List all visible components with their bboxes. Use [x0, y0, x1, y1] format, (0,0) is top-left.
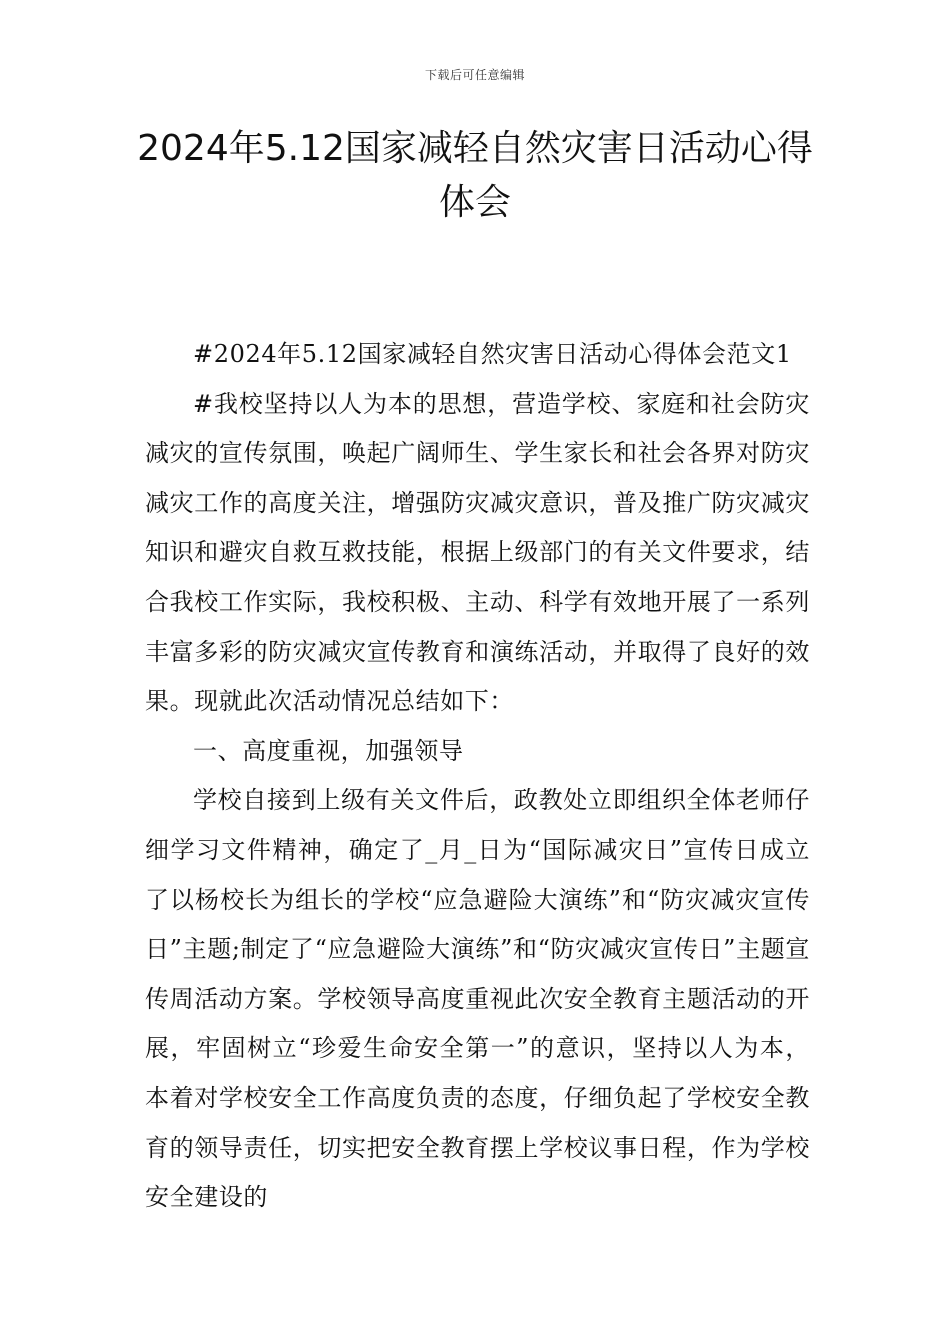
paragraph-subheading: 一、高度重视，加强领导	[193, 736, 464, 765]
document-body	[145, 330, 810, 1223]
document-title: 2024年5.12国家减轻自然灾害日活动心得体会	[137, 128, 813, 223]
paragraph-intro: #我校坚持以人为本的思想，营造学校、家庭和社会防灾减灾的宣传氛围，唤起广阔师生、学生家长和社会各界对防灾减灾工作的高度关注，增强防灾减灾意识，普及推广防灾减灾知识和避灾自救互救技能，根据上级部门的有关文件要求，结合我校工作实际，我校积极、主动、科学有效地开展了一系列丰富多彩的防灾减灾宣传教育和演练活动，并取得了良好的效果。现就此次活动情况总结如下：	[145, 389, 810, 716]
header-note: 下载后可任意编辑	[424, 68, 525, 82]
paragraph-section-heading: #2024年5.12国家减轻自然灾害日活动心得体会范文1	[193, 340, 792, 368]
paragraph-body: 学校自接到上级有关文件后，政教处立即组织全体老师仔细学习文件精神，确定了_月_日为“国际减灾日”宣传日成立了以杨校长为组长的学校“应急避险大演练”和“防灾减灾宣传日”主题;制定了“应急避险大演练”和“防灾减灾宣传日”主题宣传周活动方案。学校领导高度重视此次安全教育主题活动的开展，牢固树立“珍爱生命安全第一”的意识，坚持以人为本，本着对学校安全工作高度负责的态度，仔细负起了学校安全教育的领导责任，切实把安全教育摆上学校议事日程，作为学校安全建设的	[145, 786, 810, 1212]
